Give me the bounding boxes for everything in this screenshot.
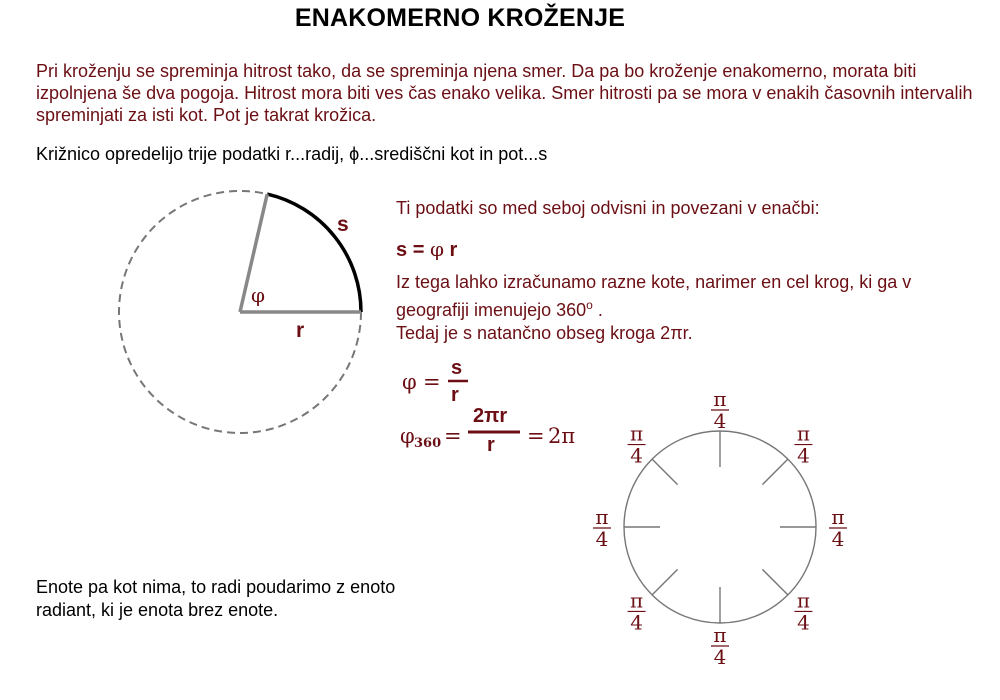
wheel-label-denominator: 4 bbox=[797, 443, 810, 468]
arc-s bbox=[267, 194, 361, 312]
label-s: s bbox=[337, 213, 349, 236]
wheel-label-numerator: π bbox=[595, 505, 609, 529]
wheel-label bbox=[794, 588, 812, 634]
formula-s: s bbox=[396, 239, 408, 261]
wheel-label bbox=[711, 387, 729, 433]
wheel-label bbox=[628, 422, 646, 468]
wheel-label bbox=[794, 422, 812, 468]
calc-line2: Tedaj je s natančno obseg kroga 2πr. bbox=[396, 323, 693, 343]
formula-phi: φ bbox=[429, 237, 444, 261]
page-title: ENAKOMERNO KROŽENJE bbox=[294, 4, 626, 32]
wheel-ticks bbox=[624, 431, 816, 623]
wheel-tick bbox=[762, 459, 787, 484]
eq2-equals: = bbox=[444, 424, 462, 448]
wheel-tick bbox=[652, 569, 677, 594]
wheel-label bbox=[711, 623, 729, 669]
wheel-label-numerator: π bbox=[713, 623, 727, 647]
wheel-labels bbox=[593, 387, 847, 669]
sector-diagram bbox=[110, 180, 370, 440]
wheel-tick bbox=[762, 569, 787, 594]
eq1-equals: = bbox=[423, 370, 441, 394]
wheel-label-numerator: π bbox=[796, 421, 811, 446]
units-note: Enote pa kot nima, to radi poudarimo z enoto radiant, ki je enota brez enote. bbox=[36, 577, 396, 620]
wheel-label-denominator: 4 bbox=[630, 443, 643, 468]
pi-quarter-wheel bbox=[585, 387, 855, 675]
eq2-equals-2: = bbox=[527, 424, 545, 448]
equations bbox=[396, 355, 596, 460]
wheel-tick bbox=[652, 459, 677, 484]
wheel-label-numerator: π bbox=[629, 421, 644, 446]
eq1-denominator: r bbox=[451, 384, 459, 406]
formula-r: r bbox=[449, 239, 458, 261]
eq2-lhs: φ bbox=[400, 424, 415, 448]
formula-eq: = bbox=[412, 239, 425, 261]
wheel-label-denominator: 4 bbox=[630, 610, 643, 635]
wheel-label bbox=[593, 505, 611, 551]
relation-text: Ti podatki so med seboj odvisni in povezani v enačbi: bbox=[396, 198, 820, 218]
degree-mark: o bbox=[586, 298, 593, 312]
eq2-denominator: r bbox=[487, 434, 495, 456]
wheel-label-denominator: 4 bbox=[595, 527, 609, 551]
label-phi: φ bbox=[251, 283, 266, 307]
eq2-numerator: 2πr bbox=[473, 405, 508, 427]
wheel-label-denominator: 4 bbox=[713, 645, 727, 669]
wheel-label-numerator: π bbox=[796, 588, 811, 613]
wheel-label-denominator: 4 bbox=[797, 610, 810, 635]
eq2-subscript: 360 bbox=[414, 436, 442, 451]
wheel-label bbox=[829, 505, 847, 551]
wheel-label-numerator: π bbox=[713, 387, 727, 411]
label-r: r bbox=[296, 319, 305, 342]
calc-line1-end: . bbox=[597, 300, 603, 320]
eq1-lhs: φ bbox=[402, 370, 417, 394]
intro-paragraph: Pri kroženju se spreminja hitrost tako, da se spreminja njena smer. Da pa bo kroženje enakomerno, morata biti izpolnjena še dva pogoja. Hitrost mora biti ves čas enako velika. Smer hitrosti pa se mora v enakih časovnih intervalih spreminjati za isti kot. Pot je takrat krožica. bbox=[36, 61, 973, 125]
main-formula bbox=[396, 237, 457, 262]
calc-line1: Iz tega lahko izračunamo razne kote, narimer en cel krog, ki ga v geografiji imenujejo 360 bbox=[396, 272, 912, 320]
wheel-label-denominator: 4 bbox=[831, 527, 845, 551]
definition-text: Križnico opredelijo trije podatki r...radij, ϕ...središčni kot in pot...s bbox=[36, 144, 548, 164]
wheel-label-numerator: π bbox=[831, 505, 845, 529]
wheel-label bbox=[628, 588, 646, 634]
wheel-label-numerator: π bbox=[629, 588, 644, 613]
eq2-rhs: 2π bbox=[548, 424, 576, 448]
calc-paragraph bbox=[396, 271, 986, 345]
wheel-label-denominator: 4 bbox=[713, 409, 727, 433]
eq1-numerator: s bbox=[451, 357, 463, 379]
